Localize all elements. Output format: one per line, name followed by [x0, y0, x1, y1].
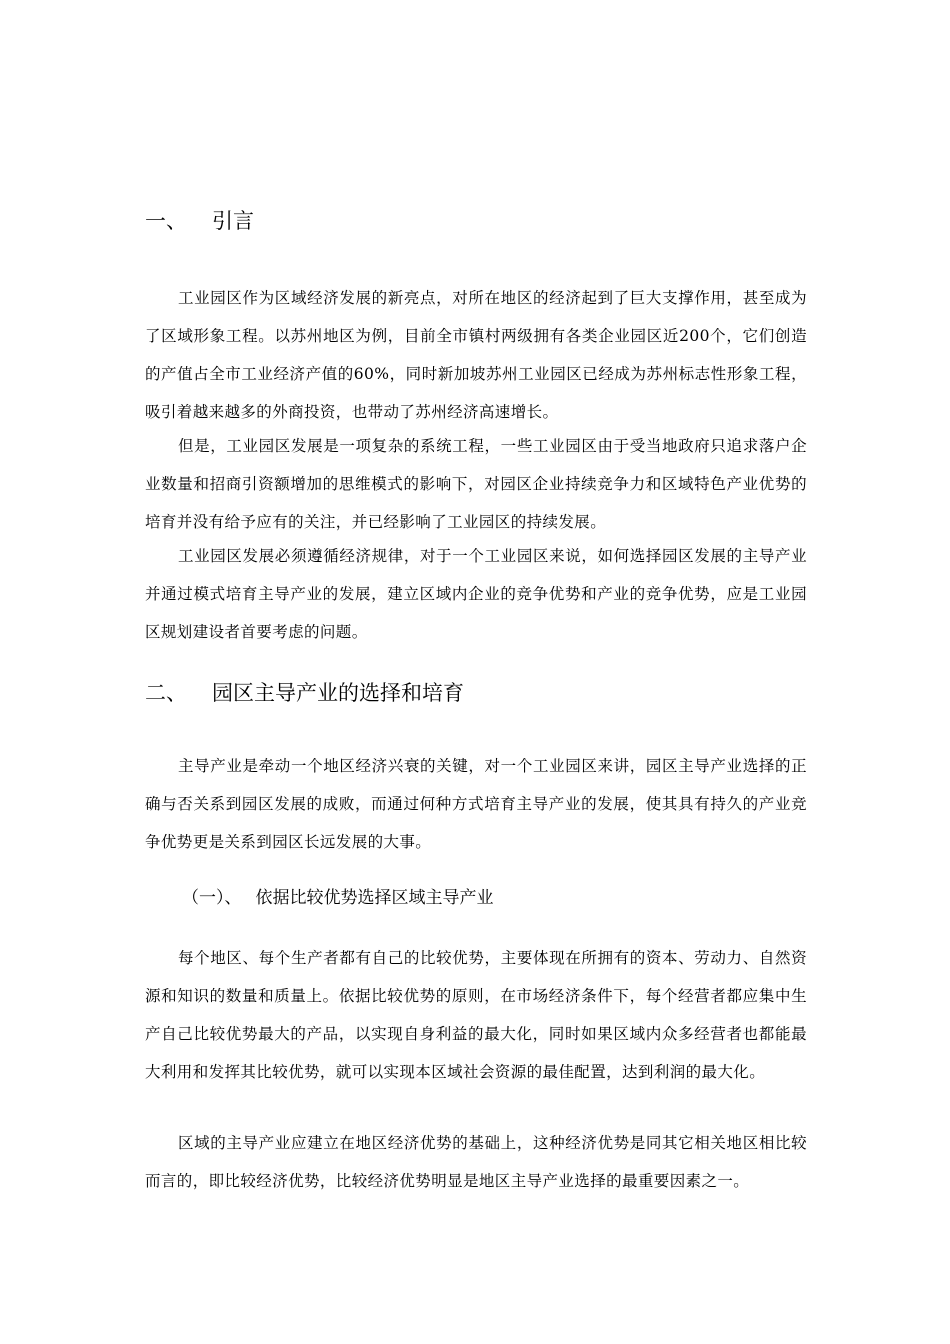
paragraph: 主导产业是牵动一个地区经济兴衰的关键，对一个工业园区来讲，园区主导产业选择的正确与否关系到园区发展的成败，而通过何种方式培育主导产业的发展，使其具有持久的产业竞争优势更是关系到园区长远发展的大事。	[145, 757, 807, 851]
paragraph: 工业园区发展必须遵循经济规律，对于一个工业园区来说，如何选择园区发展的主导产业并通过模式培育主导产业的发展，建立区域内企业的竞争优势和产业的竞争优势，应是工业园区规划建设者首要考虑的问题。	[145, 547, 807, 641]
section-title: 引言	[212, 209, 254, 233]
paragraph: 区域的主导产业应建立在地区经济优势的基础上，这种经济优势是同其它相关地区相比较而言的，即比较经济优势，比较经济优势明显是地区主导产业选择的最重要因素之一。	[145, 1134, 807, 1190]
paragraph: 工业园区作为区域经济发展的新亮点，对所在地区的经济起到了巨大支撑作用，甚至成为了区域形象工程。以苏州地区为例，目前全市镇村两级拥有各类企业园区近200个，它们创造的产值占全市工业经济产值的60%，同时新加坡苏州工业园区已经成为苏州标志性形象工程，吸引着越来越多的外商投资，也带动了苏州经济高速增长。	[145, 289, 807, 421]
paragraph: 但是，工业园区发展是一项复杂的系统工程，一些工业园区由于受当地政府只追求落户企业数量和招商引资额增加的思维模式的影响下，对园区企业持续竞争力和区域特色产业优势的培育并没有给予应有的关注，并已经影响了工业园区的持续发展。	[145, 437, 807, 531]
section-heading-introduction	[145, 207, 254, 235]
section-title: 园区主导产业的选择和培育	[212, 681, 464, 705]
paragraph: 每个地区、每个生产者都有自己的比较优势，主要体现在所拥有的资本、劳动力、自然资源和知识的数量和质量上。依据比较优势的原则，在市场经济条件下，每个经营者都应集中生产自己比较优势最大的产品，以实现自身利益的最大化，同时如果区域内众多经营者也都能最大利用和发挥其比较优势，就可以实现本区域社会资源的最佳配置，达到利润的最大化。	[145, 949, 807, 1081]
subsection-title: 依据比较优势选择区域主导产业	[255, 888, 494, 908]
section-heading-leading-industry	[145, 679, 464, 707]
section-number: 一、	[145, 209, 187, 233]
section-number: 二、	[145, 681, 187, 705]
subsection-number: （一）、	[182, 888, 242, 908]
subsection-heading-comparative-advantage	[182, 886, 494, 910]
